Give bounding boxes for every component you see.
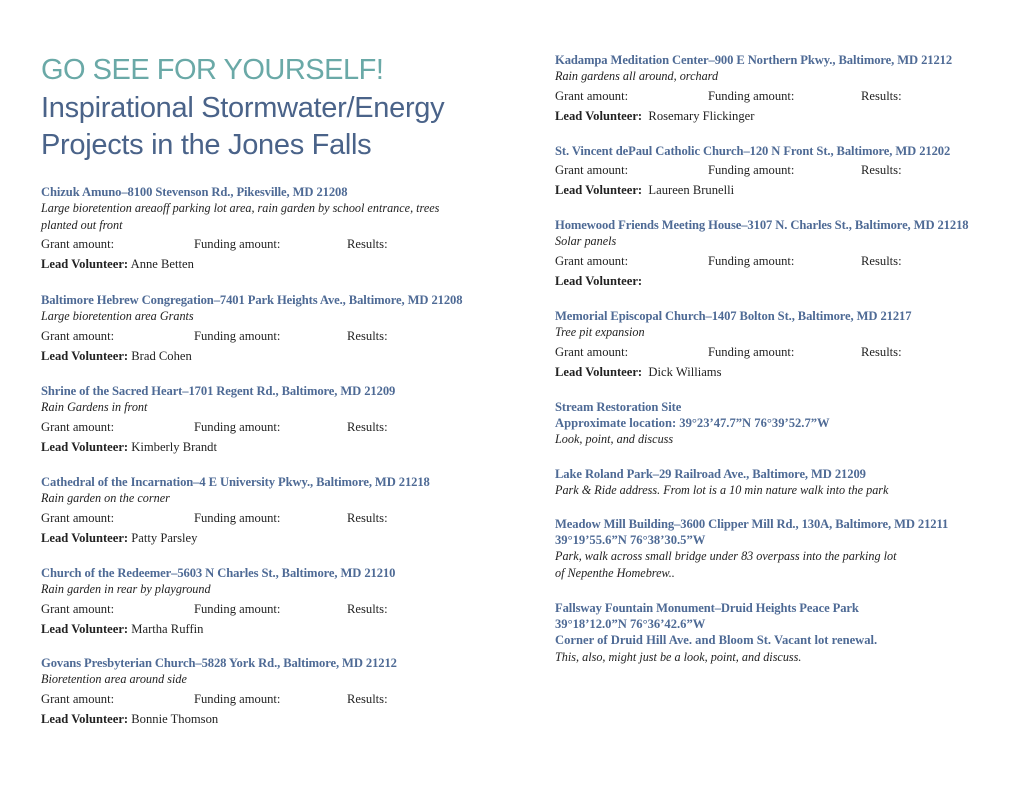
grant-row (555, 88, 1000, 104)
funding-label: Funding amount: (708, 88, 795, 103)
lead-volunteer-name: Brad Cohen (131, 348, 192, 363)
site-description: Solar panels (555, 234, 617, 248)
grant-label: Grant amount: (555, 163, 629, 177)
site-title: Chizuk Amuno–8100 Stevenson Rd., Pikesville, MD 21208 (41, 185, 348, 199)
grant-row (41, 328, 511, 344)
grant-label: Grant amount: (41, 691, 115, 706)
results-label: Results: (861, 88, 902, 103)
results-label: Results: (347, 328, 388, 343)
site-coordinates: 39°18’12.0”N 76°36’42.6”W (555, 617, 706, 631)
results-label: Results: (861, 253, 902, 268)
site-description: This, also, might just be a look, point, and discuss. (555, 650, 802, 664)
lead-volunteer-label: Lead Volunteer: (555, 273, 643, 288)
site-coordinates: 39°19’55.6”N 76°38’30.5”W (555, 533, 706, 547)
visit-entry (555, 399, 1000, 448)
site-title: Stream Restoration Site (555, 400, 682, 414)
site-description: Rain garden on the corner (41, 491, 170, 505)
grant-row (41, 419, 511, 435)
site-coordinates: Approximate location: 39°23’47.7”N 76°39’52.7”W (555, 416, 830, 430)
grant-label: Grant amount: (555, 88, 629, 103)
site-title: Meadow Mill Building–3600 Clipper Mill Rd., 130A, Baltimore, MD 21211 (555, 517, 949, 531)
grant-label: Grant amount: (555, 253, 629, 268)
lead-volunteer-name: Martha Ruffin (131, 621, 204, 636)
site-location-note: Corner of Druid Hill Ave. and Bloom St. Vacant lot renewal. (555, 633, 878, 647)
funding-label: Funding amount: (708, 163, 795, 177)
results-label: Results: (347, 601, 388, 616)
grant-row (555, 344, 1000, 360)
lead-volunteer-name: Dick Williams (648, 364, 722, 379)
grant-row (41, 236, 511, 252)
results-label: Results: (347, 691, 388, 706)
site-description: Rain garden in rear by playground (41, 582, 211, 596)
visit-entry (555, 466, 1000, 499)
grant-label: Grant amount: (41, 328, 115, 343)
site-entry (41, 184, 511, 272)
grant-label: Grant amount: (555, 344, 629, 359)
results-label: Results: (347, 419, 388, 434)
site-title: St. Vincent dePaul Catholic Church–120 N Front St., Baltimore, MD 21202 (555, 144, 951, 158)
lead-volunteer (41, 530, 511, 546)
site-entry (555, 52, 1000, 124)
grant-row (555, 253, 1000, 269)
funding-label: Funding amount: (194, 419, 281, 434)
lead-volunteer (555, 364, 1000, 380)
site-description: of Nepenthe Homebrew.. (555, 565, 675, 580)
lead-volunteer-name: Laureen Brunelli (648, 183, 735, 197)
site-description: Tree pit expansion (555, 325, 645, 339)
lead-volunteer (41, 711, 511, 727)
funding-label: Funding amount: (194, 510, 281, 525)
grant-row (41, 601, 511, 617)
site-description: Rain Gardens in front (41, 400, 148, 414)
site-description: Large bioretention area Grants (41, 309, 194, 323)
site-title: Lake Roland Park–29 Railroad Ave., Baltimore, MD 21209 (555, 467, 866, 481)
site-entry (41, 383, 511, 455)
site-title: Govans Presbyterian Church–5828 York Rd., Baltimore, MD 21212 (41, 656, 397, 670)
grant-row (41, 691, 511, 707)
site-title: Kadampa Meditation Center–900 E Northern Pkwy., Baltimore, MD 21212 (555, 53, 953, 67)
lead-volunteer-label: Lead Volunteer: (41, 530, 129, 545)
lead-volunteer-name: Kimberly Brandt (131, 439, 217, 454)
site-entry (41, 474, 511, 546)
grant-label: Grant amount: (41, 601, 115, 616)
funding-label: Funding amount: (708, 253, 795, 268)
results-label: Results: (861, 163, 902, 177)
site-description: Rain gardens all around, orchard (555, 69, 719, 83)
site-description: Look, point, and discuss (555, 432, 674, 446)
site-entry (555, 308, 1000, 380)
funding-label: Funding amount: (708, 344, 795, 359)
site-description: Bioretention area around side (41, 672, 187, 686)
lead-volunteer-label: Lead Volunteer: (41, 711, 129, 726)
site-title: Fallsway Fountain Monument–Druid Heights Peace Park (555, 601, 859, 615)
site-title: Baltimore Hebrew Congregation–7401 Park Heights Ave., Baltimore, MD 21208 (41, 293, 463, 307)
results-label: Results: (347, 237, 388, 251)
lead-volunteer-name: Rosemary Flickinger (648, 108, 755, 123)
funding-label: Funding amount: (194, 691, 281, 706)
lead-volunteer-label: Lead Volunteer: (555, 108, 643, 123)
lead-volunteer (41, 439, 511, 455)
lead-volunteer (555, 273, 1000, 289)
site-description: Park, walk across small bridge under 83 overpass into the parking lot (555, 549, 897, 563)
site-title: Homewood Friends Meeting House–3107 N. Charles St., Baltimore, MD 21218 (555, 218, 969, 232)
grant-label: Grant amount: (41, 510, 115, 525)
lead-volunteer-name: Patty Parsley (131, 530, 198, 545)
visit-entry (555, 516, 1000, 581)
grant-row (41, 510, 511, 526)
site-entry (555, 217, 1000, 289)
site-entry (41, 655, 511, 727)
lead-volunteer (41, 256, 511, 272)
lead-volunteer-label: Lead Volunteer: (41, 439, 129, 454)
site-title: Shrine of the Sacred Heart–1701 Regent Rd., Baltimore, MD 21209 (41, 384, 396, 398)
lead-volunteer-label: Lead Volunteer: (41, 257, 129, 271)
funding-label: Funding amount: (194, 601, 281, 616)
funding-label: Funding amount: (194, 328, 281, 343)
page-title: GO SEE FOR YOURSELF! (41, 54, 384, 86)
lead-volunteer-label: Lead Volunteer: (41, 348, 129, 363)
lead-volunteer (41, 348, 511, 364)
grant-label: Grant amount: (41, 237, 115, 251)
lead-volunteer-label: Lead Volunteer: (41, 621, 129, 636)
lead-volunteer-label: Lead Volunteer: (555, 364, 643, 379)
lead-volunteer-name: Anne Betten (130, 257, 194, 271)
grant-row (555, 162, 1000, 178)
site-title: Church of the Redeemer–5603 N Charles St., Baltimore, MD 21210 (41, 566, 396, 580)
lead-volunteer-name: Bonnie Thomson (131, 711, 219, 726)
page-subtitle: Inspirational Stormwater/Energy Projects in the Jones Falls (41, 92, 445, 161)
site-description: Park & Ride address. From lot is a 10 min nature walk into the park (555, 483, 889, 497)
site-description: Large bioretention areaoff parking lot area, rain garden by school entrance, trees planted out front (41, 201, 440, 232)
lead-volunteer-label: Lead Volunteer: (555, 183, 643, 197)
site-title: Cathedral of the Incarnation–4 E University Pkwy., Baltimore, MD 21218 (41, 475, 430, 489)
visit-entry (555, 600, 1000, 666)
results-label: Results: (347, 510, 388, 525)
results-label: Results: (861, 344, 902, 359)
lead-volunteer (555, 182, 1000, 198)
funding-label: Funding amount: (194, 237, 281, 251)
site-entry (41, 292, 511, 364)
site-entry (555, 143, 1000, 198)
grant-label: Grant amount: (41, 419, 115, 434)
lead-volunteer (555, 108, 1000, 124)
site-entry (41, 565, 511, 637)
lead-volunteer (41, 621, 511, 637)
site-title: Memorial Episcopal Church–1407 Bolton St., Baltimore, MD 21217 (555, 309, 912, 323)
